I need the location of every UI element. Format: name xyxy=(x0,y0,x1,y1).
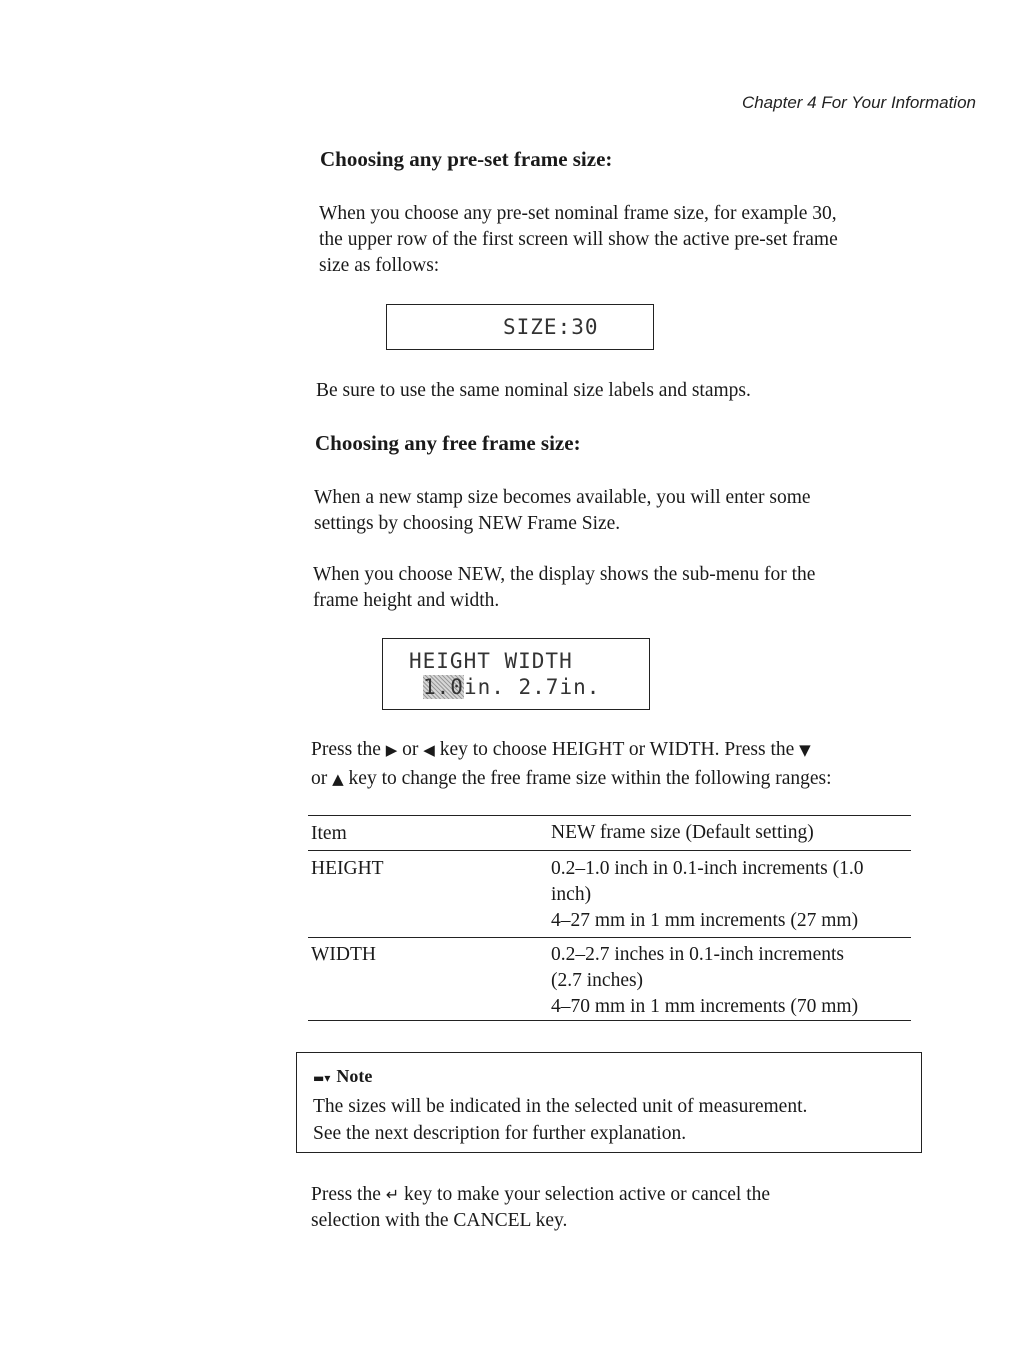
size-line: 0.2–1.0 inch in 0.1-inch increments (1.0 xyxy=(551,858,864,879)
size-line: 4–27 mm in 1 mm increments (27 mm) xyxy=(551,910,859,931)
table-header-rule xyxy=(308,850,911,851)
table-cell-size xyxy=(551,856,863,934)
note-box xyxy=(296,1052,922,1153)
free-frame-heading: Choosing any free frame size: xyxy=(315,431,581,455)
table-cell-size xyxy=(551,942,858,1020)
table-cell-item: WIDTH xyxy=(311,944,376,965)
note-text xyxy=(313,1093,807,1147)
instruction-text: key to make your selection active or cancel the xyxy=(404,1184,771,1205)
instruction-text: Press the xyxy=(311,1184,381,1205)
free-paragraph-1-line: settings by choosing NEW Frame Size. xyxy=(314,513,621,534)
instruction-text: Press the xyxy=(311,739,381,760)
note-line: The sizes will be indicated in the selected unit of measurement. xyxy=(313,1096,808,1117)
lcd-row-labels: HEIGHT WIDTH xyxy=(409,649,573,673)
preset-note-line: Be sure to use the same nominal size labels and stamps. xyxy=(316,380,751,401)
preset-intro-paragraph xyxy=(319,201,838,279)
instruction-text: key to choose HEIGHT or WIDTH. Press the xyxy=(439,739,795,760)
size-line: 0.2–2.7 inches in 0.1-inch increments xyxy=(551,944,844,965)
free-paragraph-2 xyxy=(313,562,815,614)
preset-intro-line: size as follows: xyxy=(319,255,440,276)
table-bottom-rule xyxy=(308,1020,911,1021)
table-header-item: Item xyxy=(311,823,347,844)
note-title xyxy=(313,1066,372,1087)
free-paragraph-1-line: When a new stamp size becomes available, you will enter some xyxy=(314,487,811,508)
right-arrow-key-icon: ▶ xyxy=(385,741,398,759)
table-cell-item: HEIGHT xyxy=(311,858,384,879)
key-instructions-line-2 xyxy=(311,766,832,792)
key-instructions-line-1 xyxy=(311,737,832,763)
free-paragraph-2-line: frame height and width. xyxy=(313,590,500,611)
table-row-rule xyxy=(308,937,911,938)
preset-intro-line: When you choose any pre-set nominal frame size, for example 30, xyxy=(319,203,837,224)
lcd-display-height-width xyxy=(382,638,650,710)
closing-line-2: selection with the CANCEL key. xyxy=(311,1210,568,1231)
lcd-row-values xyxy=(423,675,600,699)
table-header-size: NEW frame size (Default setting) xyxy=(551,822,814,843)
left-arrow-key-icon: ◀ xyxy=(423,741,435,759)
note-arrow-icon: ▬▾ xyxy=(313,1071,331,1085)
lcd-cursor-value: 1.0 xyxy=(423,675,464,699)
note-line: See the next description for further explanation. xyxy=(313,1123,687,1144)
running-header: Chapter 4 For Your Information xyxy=(741,93,976,112)
lcd-display-size xyxy=(386,304,654,350)
preset-intro-line: the upper row of the first screen will show the active pre-set frame xyxy=(319,229,838,250)
enter-key-icon: ↵ xyxy=(385,1185,400,1204)
table-top-rule xyxy=(308,815,911,816)
note-title-text: Note xyxy=(336,1066,373,1086)
closing-paragraph xyxy=(311,1182,770,1234)
free-paragraph-1 xyxy=(314,485,811,537)
size-line: inch) xyxy=(551,884,592,905)
size-line: (2.7 inches) xyxy=(551,970,644,991)
key-instructions xyxy=(311,737,832,792)
lcd-row-values-rest: in. 2.7in. xyxy=(463,675,601,699)
instruction-text: or xyxy=(402,739,419,760)
size-line: 4–70 mm in 1 mm increments (70 mm) xyxy=(551,996,859,1017)
preset-frame-heading: Choosing any pre-set frame size: xyxy=(320,147,613,171)
down-arrow-key-icon: ▼ xyxy=(799,741,811,759)
free-paragraph-2-line: When you choose NEW, the display shows the sub-menu for the xyxy=(313,564,816,585)
closing-line-1 xyxy=(311,1182,770,1208)
up-arrow-key-icon: ▲ xyxy=(332,770,344,788)
lcd-size-text: SIZE:30 xyxy=(503,315,599,339)
instruction-text: or xyxy=(311,768,328,789)
instruction-text: key to change the free frame size within the following ranges: xyxy=(348,768,832,789)
